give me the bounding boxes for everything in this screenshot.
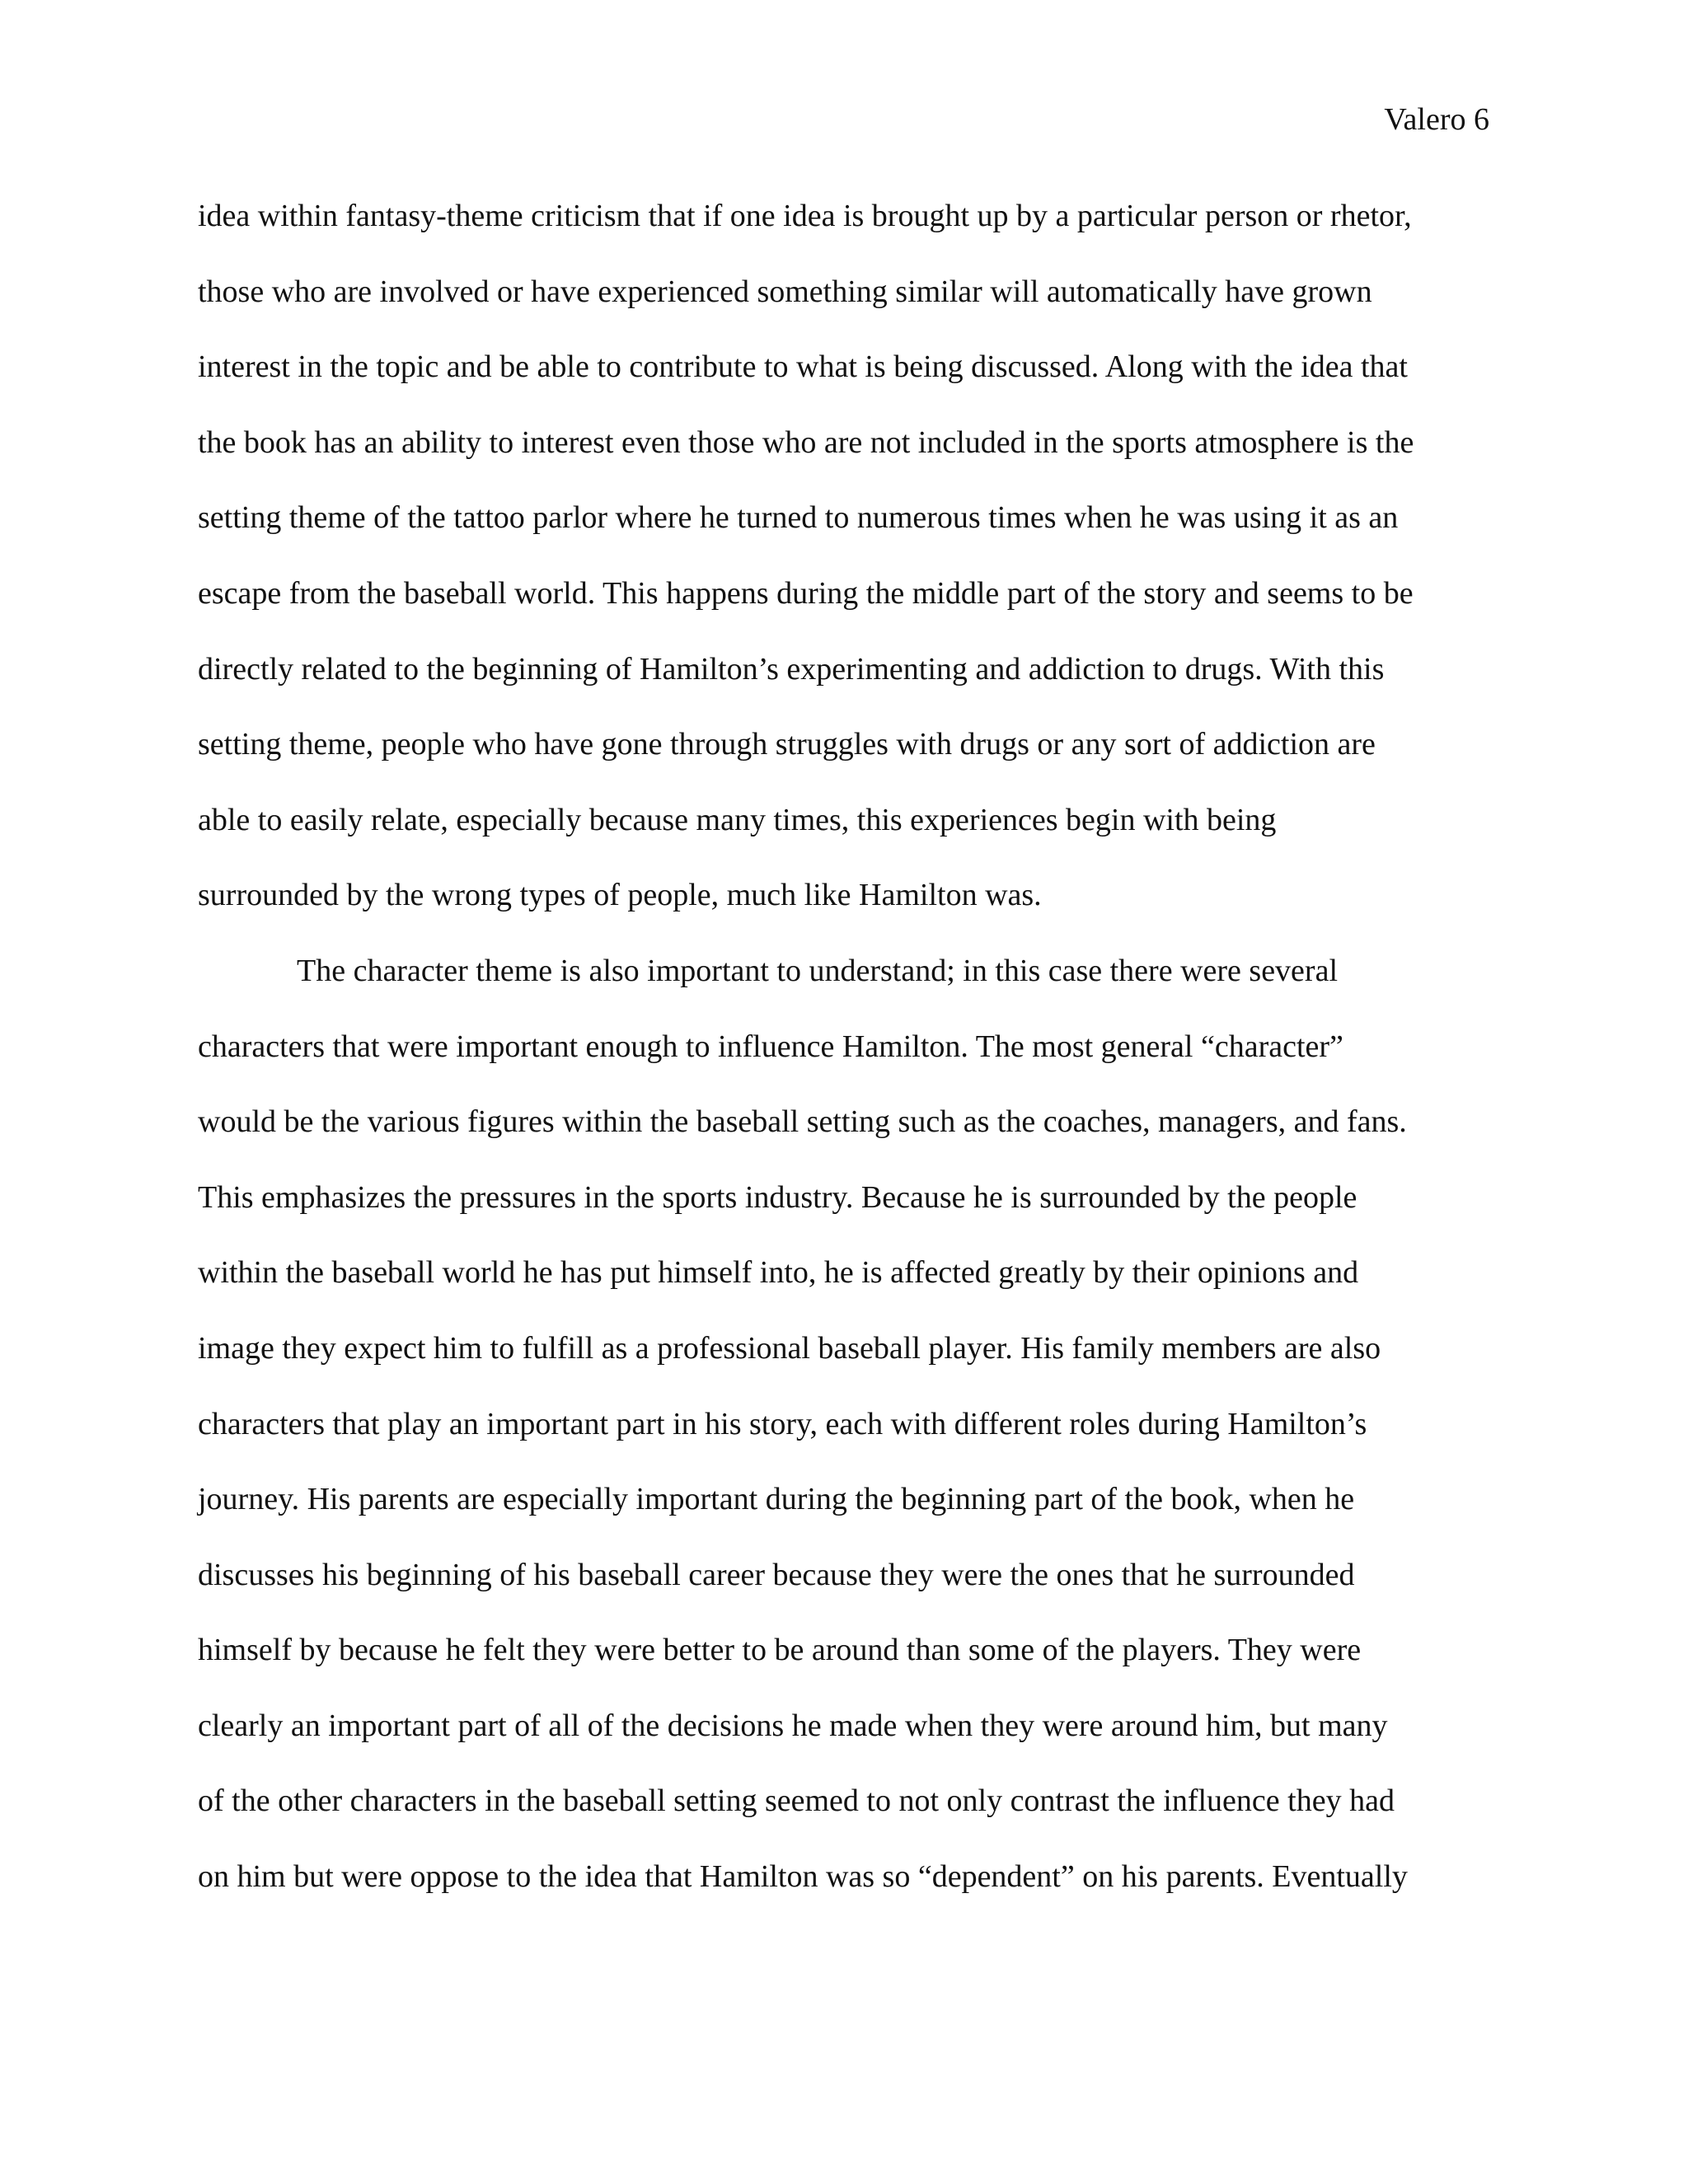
body-text <box>198 195 1492 1932</box>
text-line: setting theme, people who have gone through struggles with drugs or any sort of addiction are <box>198 727 1376 762</box>
running-head: Valero 6 <box>1384 102 1489 137</box>
text-line: the book has an ability to interest even those who are not included in the sports atmosphere is the <box>198 424 1414 460</box>
text-line: those who are involved or have experienced something similar will automatically have grown <box>198 274 1372 309</box>
text-line: directly related to the beginning of Hamilton’s experimenting and addiction to drugs. With this <box>198 651 1385 687</box>
text-line: idea within fantasy-theme criticism that if one idea is brought up by a particular person or rhetor, <box>198 199 1412 233</box>
text-line: would be the various figures within the baseball setting such as the coaches, managers, and fans. <box>198 1104 1407 1140</box>
text-line: surrounded by the wrong types of people, much like Hamilton was. <box>198 878 1042 913</box>
text-line: within the baseball world he has put himself into, he is affected greatly by their opinions and <box>198 1255 1359 1291</box>
paragraph-2 <box>198 950 1492 1932</box>
text-line: characters that play an important part in his story, each with different roles during Hamilton’s <box>198 1406 1367 1441</box>
text-line: escape from the baseball world. This happens during the middle part of the story and seems to be <box>198 575 1414 611</box>
text-line: characters that were important enough to influence Hamilton. The most general “character” <box>198 1029 1343 1064</box>
text-line: on him but were oppose to the idea that Hamilton was so “dependent” on his parents. Eventually <box>198 1859 1408 1895</box>
text-line-first-indented: The character theme is also important to understand; in this case there were several <box>297 953 1338 988</box>
paragraph-1 <box>198 195 1492 950</box>
text-line: interest in the topic and be able to contribute to what is being discussed. Along with the idea that <box>198 349 1408 385</box>
text-line: discusses his beginning of his baseball career because they were the ones that he surrounded <box>198 1557 1355 1592</box>
text-line: himself by because he felt they were better to be around than some of the players. They were <box>198 1633 1362 1668</box>
text-line: able to easily relate, especially because many times, this experiences begin with being <box>198 802 1277 837</box>
text-line: setting theme of the tattoo parlor where he turned to numerous times when he was using it as an <box>198 500 1399 536</box>
text-line: journey. His parents are especially important during the beginning part of the book, when he <box>198 1482 1355 1517</box>
text-line: This emphasizes the pressures in the sports industry. Because he is surrounded by the people <box>198 1179 1357 1215</box>
text-line: image they expect him to fulfill as a professional baseball player. His family members are also <box>198 1330 1381 1366</box>
text-line: of the other characters in the baseball setting seemed to not only contrast the influence they had <box>198 1783 1395 1819</box>
text-line: clearly an important part of all of the decisions he made when they were around him, but many <box>198 1708 1388 1743</box>
